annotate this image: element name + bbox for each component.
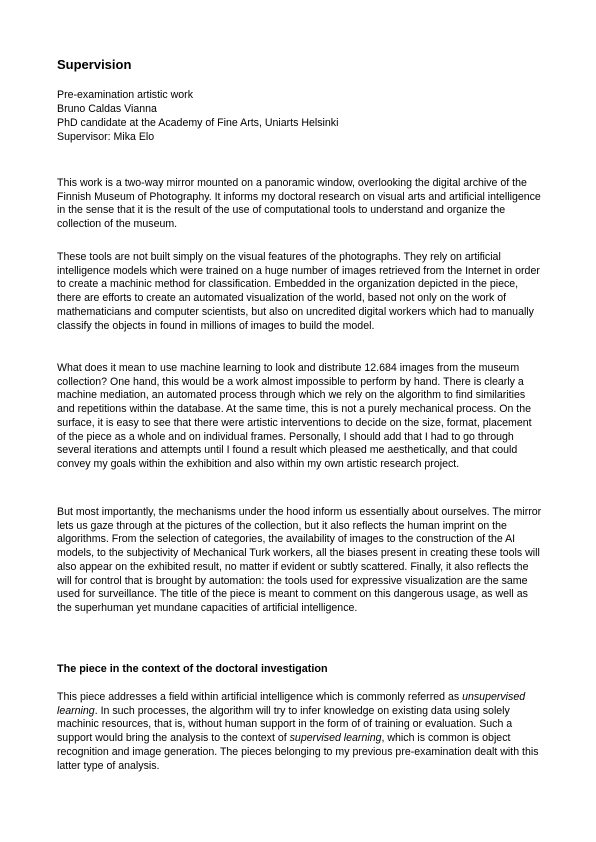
emphasis-unsupervised-learning: unsupervised learning [57,691,526,717]
p5-text-a: This piece addresses a field within artificial intelligence which is commonly referred as [57,691,463,703]
section-heading-doctoral-context: The piece in the context of the doctoral investigation [57,663,328,675]
paragraph-unsupervised-learning [57,691,543,773]
paragraph-mechanisms: But most importantly, the mechanisms under the hood inform us essentially about ourselves. The mirror lets us gaze through at the pictures of the collection, but it also reflects the human imprint on the algorithms. From the selection of categories, the availability of images to the construction of the AI models, to the subjectivity of Mechanical Turk workers, all the biases present in creating these tools will also appear on the exhibited result, no matter if evident or subtly scattered. Finally, it also reflects the will for control that is brought by automation: the tools used for expressive visualization are the same used for surveillance. The title of the piece is meant to comment on this dangerous usage, as well as the superhuman yet mundane capacities of artificial intelligence. [57,506,542,614]
author-info-block [57,88,338,144]
p5-text-b: . In such processes, the algorithm will try to infer knowledge on existing data using solely machinic resources, that is, without human support in the form of of training or evaluation. Such a support would bring the analysis to the context of [57,704,513,745]
document-title: Supervision [57,57,132,72]
paragraph-intro: This work is a two-way mirror mounted on a panoramic window, overlooking the digital archive of the Finnish Museum of Photography. It informs my doctoral research on visual arts and artificial intelligence in the sense that it is the result of the use of computational tools to understand and organize the collection of the museum. [57,177,541,231]
paragraph-machine-learning: What does it mean to use machine learning to look and distribute 12.684 images from the museum collection? One hand, this would be a work almost impossible to perform by hand. There is clearly a machine mediation, an automated process through which we rely on the algorithm to find similarities and repetitions within the database. At the same time, this is not a purely mechanical process. On the surface, it is easy to see that there were artistic interventions to decide on the size, format, placement of the piece as a whole and on individual frames. Personally, I should add that I had to go through several iterations and attempts until I found a result which pleased me aesthetically, and that could convey my goals within the exhibition and also within my own artistic research project. [57,362,532,470]
author-name-line: Bruno Caldas Vianna [57,103,157,115]
supervisor-line: Supervisor: Mika Elo [57,131,155,143]
work-type-line: Pre-examination artistic work [57,89,193,101]
p5-text-c: , which is common is object recognition and image generation. The pieces belonging to my previous pre-examination dealt with this latter type of analysis. [57,732,539,772]
emphasis-supervised-learning: supervised learning [289,732,382,745]
paragraph-tools: These tools are not built simply on the visual features of the photographs. They rely on artificial intelligence models which were trained on a huge number of images retrieved from the Internet in order to create a machinic method for classification. Embedded in the organization depicted in the piece, there are efforts to create an automated visualization of the world, based not only on the work of mathematicians and computer scientists, but also on uncredited digital workers which had to manually classify the objects in found in millions of images to build the model. [57,251,540,332]
affiliation-line: PhD candidate at the Academy of Fine Arts, Uniarts Helsinki [57,117,339,129]
